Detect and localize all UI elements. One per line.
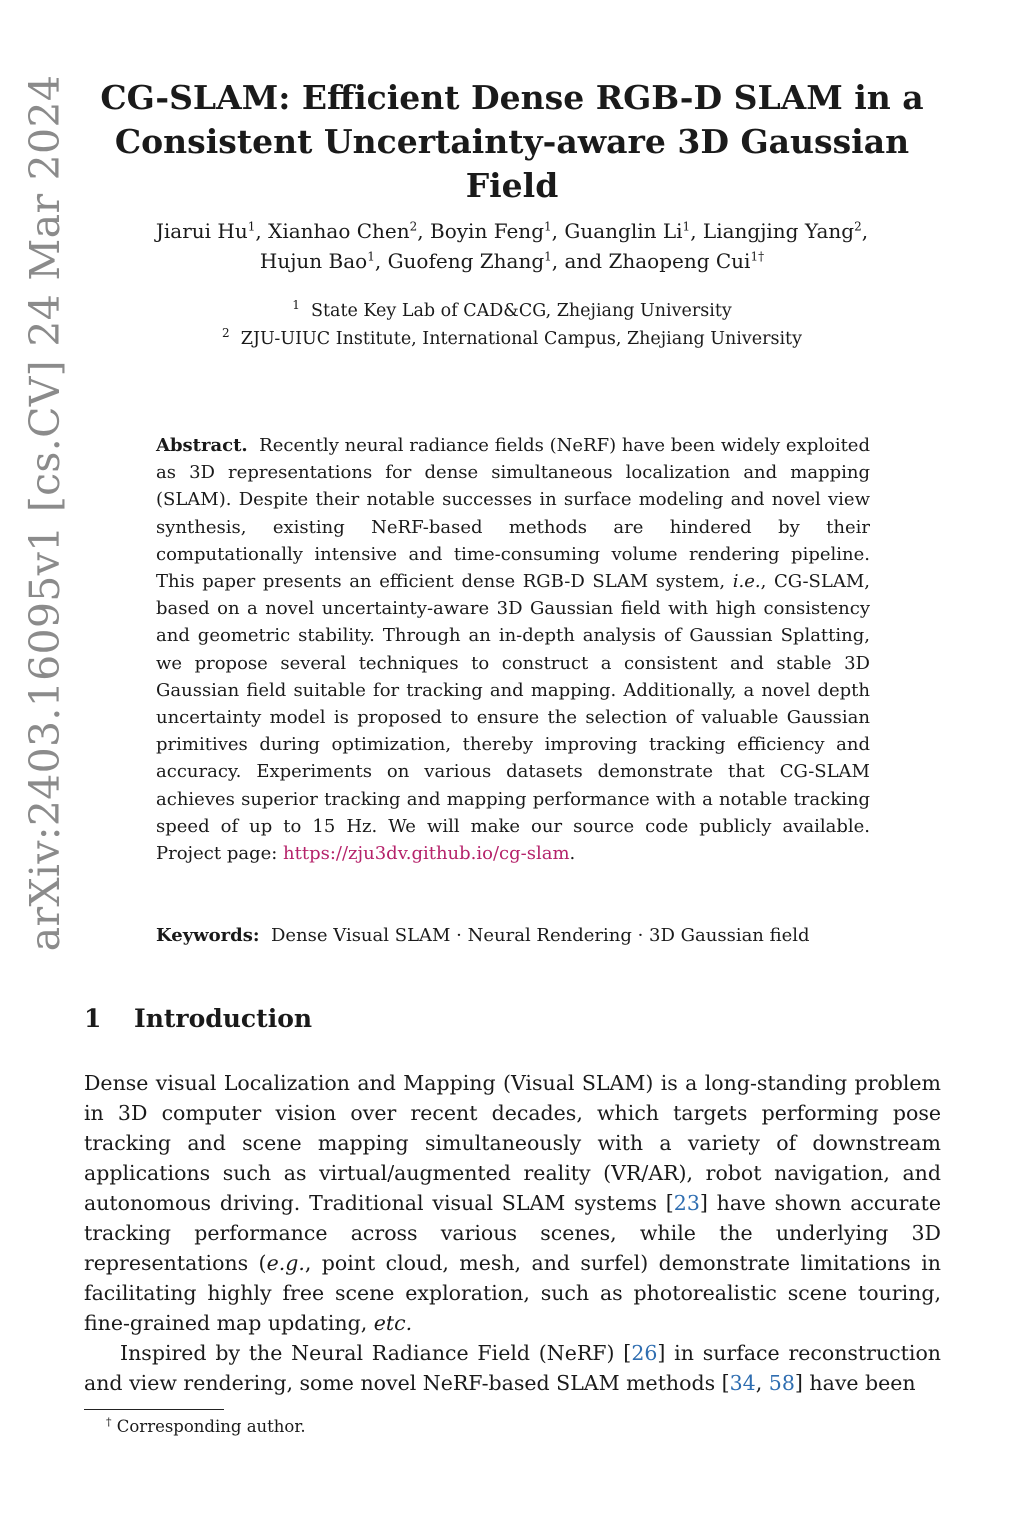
footnote-mark: † [106,1415,112,1429]
intro-text: , point cloud, mesh, and surfel) demonstrate limitations in facilitating highly free scene exploration, such as photorealistic scene touring, fine-grained map updating, [84,1251,941,1335]
project-page-link[interactable]: https://zju3dv.github.io/cg-slam [283,843,570,865]
abstract-text-part-1: Recently neural radiance fields (NeRF) have been widely exploited as 3D representations for dense simultaneous localization and mapping (SLAM). Despite their notable successes in surface modeling and novel view synthesis, existing NeRF-based methods are hindered by their computationally intensive and time-consuming volume rendering pipeline. This paper presents an efficient dense RGB-D SLAM system, [156,435,870,593]
arxiv-sidebar-stamp [10,74,80,952]
author-separator: , [861,219,869,243]
author-affiliation-mark: 1 [367,249,375,264]
affiliation-text: ZJU-UIUC Institute, International Campus, Zhejiang University [240,329,802,349]
author-separator: , and [551,249,609,273]
author-affiliation-mark: 1 [544,219,552,234]
intro-paragraph-2 [84,1338,941,1398]
abstract [156,432,870,867]
intro-eg: e.g. [266,1251,305,1275]
author-name: Xianhao Chen [268,219,410,243]
affiliation-number: 2 [222,326,230,341]
author-list [80,216,944,276]
intro-text: Dense visual Localization and Mapping (Visual SLAM) is a long-standing problem in 3D computer vision over recent decades, which targets performing pose tracking and scene mapping simultaneously with a variety of downstream applications such as virtual/augmented reality (VR/AR), robot navigation, and autonomous driving. Traditional visual SLAM systems [ [84,1071,941,1215]
author-name: Jiarui Hu [155,219,248,243]
author-name: Guofeng Zhang [387,249,545,273]
citation-link[interactable]: 34 [729,1371,756,1395]
title-line-1: CG-SLAM: Efficient Dense RGB-D SLAM in a [100,78,924,117]
author-affiliation-mark: 2 [854,219,862,234]
author-separator: , [551,219,565,243]
author-separator: , [374,249,388,273]
author-name: Boyin Feng [430,219,544,243]
section-number: 1 [84,1004,102,1033]
intro-text: Inspired by the Neural Radiance Field (NeRF) [ [120,1341,632,1365]
keywords-label: Keywords: [156,925,260,946]
keywords [156,922,886,949]
keywords-text: Dense Visual SLAM · Neural Rendering · 3D Gaussian field [270,925,810,946]
citation-link[interactable]: 23 [673,1191,700,1215]
author-affiliation-mark: 2 [409,219,418,234]
affiliation-list [80,297,944,353]
abstract-label: Abstract. [156,435,248,456]
intro-text: ] have shown accurate tracking performance across various scenes, while the underlying 3D representations ( [84,1191,941,1275]
author-affiliation-mark: 1 [682,219,691,234]
citation-link[interactable]: 58 [768,1371,795,1395]
author-line-1 [80,216,944,246]
author-separator: , [690,219,703,243]
introduction-body [84,1068,941,1398]
author-affiliation-mark: 1† [750,249,765,264]
abstract-ie: i.e. [732,571,761,593]
citation-link[interactable]: 26 [631,1341,658,1365]
section-heading [84,1002,884,1036]
intro-etc: etc. [373,1311,413,1335]
paper-title [80,76,944,208]
author-name: Zhaopeng Cui [608,249,751,273]
author-separator: , [255,219,269,243]
affiliation-number: 1 [292,298,300,313]
author-affiliation-mark: 1 [247,219,256,234]
author-name: Liangjing Yang [702,219,855,243]
author-name: Hujun Bao [259,249,368,273]
intro-text: ] have been [794,1371,916,1395]
title-line-2: Consistent Uncertainty-aware 3D Gaussian Field [114,122,910,205]
affiliation-item [80,297,944,325]
author-separator: , [417,219,431,243]
affiliation-item [80,325,944,353]
abstract-text-part-2: , CG-SLAM, based on a novel uncertainty-aware 3D Gaussian field with high consistency and geometric stability. Through an in-depth analysis of Gaussian Splatting, we propose several techniques to construct a consistent and stable 3D Gaussian field suitable for tracking and mapping. Additionally, a novel depth uncertainty model is proposed to ensure the selection of valuable Gaussian primitives during optimization, thereby improving tracking efficiency and accuracy. Experiments on various datasets demonstrate that CG-SLAM achieves superior tracking and mapping performance with a notable tracking speed of up to 15 Hz. We will make our source code publicly available. Project page: [156,571,870,865]
footnote [106,1415,706,1439]
section-title: Introduction [134,1004,313,1033]
arxiv-identifier: arXiv:2403.16095v1 [cs.CV] 24 Mar 2024 [21,74,69,952]
intro-text: ] in surface reconstruction and view rendering, some novel NeRF-based SLAM methods [ [84,1341,941,1395]
affiliation-text: State Key Lab of CAD&CG, Zhejiang University [311,301,732,321]
author-affiliation-mark: 1 [544,249,552,264]
author-line-2 [80,246,944,276]
footnote-text: Corresponding author. [111,1417,306,1436]
citation-separator: , [755,1371,769,1395]
footnote-divider [84,1409,224,1410]
intro-paragraph-1 [84,1068,941,1338]
abstract-end: . [569,843,576,865]
author-name: Guanglin Li [564,219,683,243]
